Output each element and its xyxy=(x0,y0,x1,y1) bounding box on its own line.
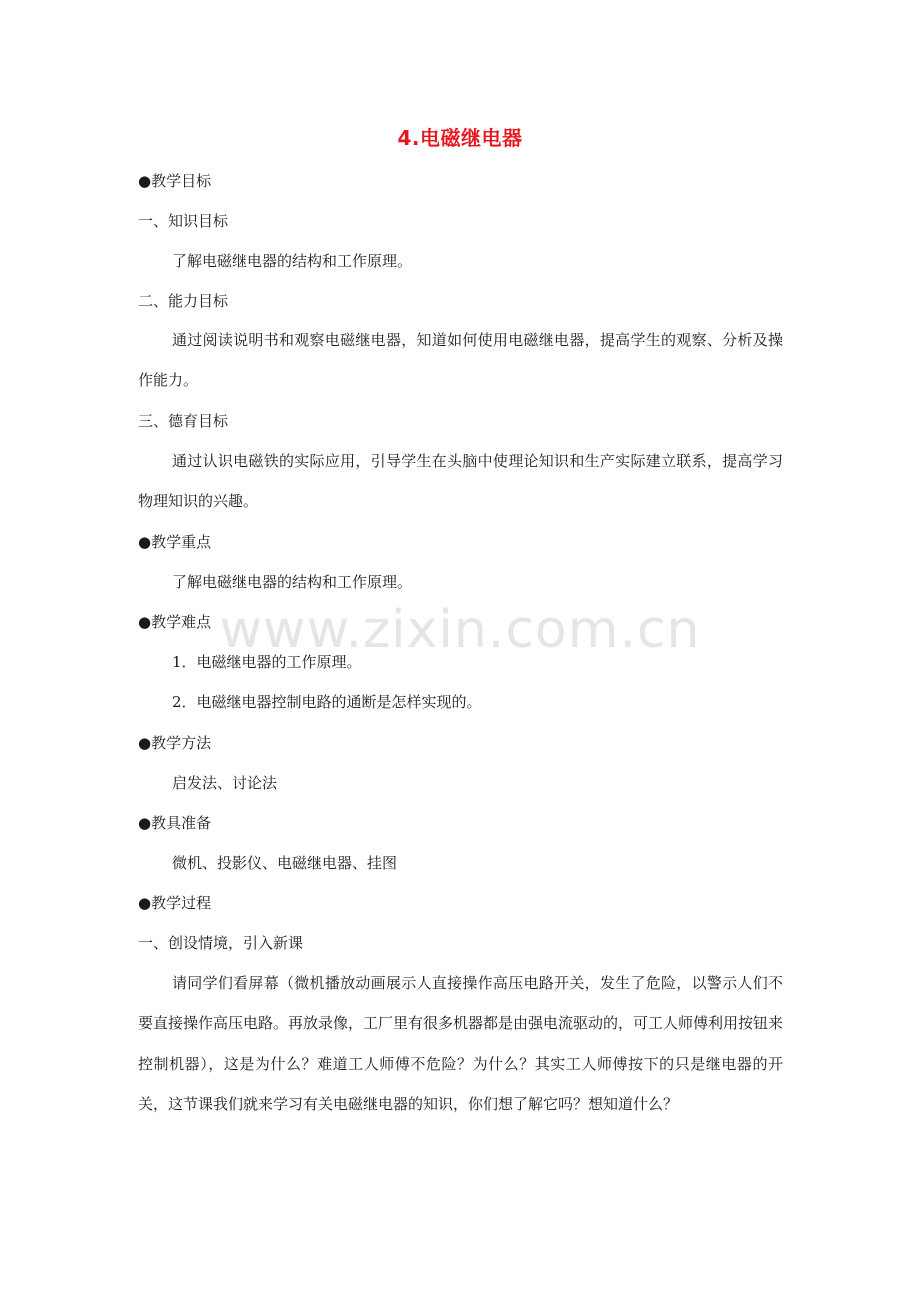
watermark: www.zixin.com.cn xyxy=(219,600,701,660)
ability-heading: 二、能力目标 xyxy=(138,292,229,310)
difficulty-item-2: 2．电磁继电器控制电路的通断是怎样实现的。 xyxy=(172,693,482,711)
tools-text: 微机、投影仪、电磁继电器、挂图 xyxy=(172,854,398,872)
moral-text: 通过认识电磁铁的实际应用，引导学生在头脑中使理论知识和生产实际建立联系，提高学习物理知识的兴趣。 xyxy=(138,452,783,511)
goals-heading: ●教学目标 xyxy=(138,172,212,190)
process-heading: ●教学过程 xyxy=(138,894,212,912)
moral-heading: 三、德育目标 xyxy=(138,412,229,430)
intro-text: 请同学们看屏幕（微机播放动画展示人直接操作高压电路开关，发生了危险，以警示人们不要直接操作高压电路。再放录像，工厂里有很多机器都是由强电流驱动的，可工人师傅利用按钮来控制机器），这是为什么？难道工人师傅不危险？为什么？其实工人师傅按下的只是继电器的开关，这节课我们就来学习有关电磁继电器的知识，你们想了解它吗？想知道什么？ xyxy=(138,974,784,1114)
page-title: 4.电磁继电器 xyxy=(397,126,523,150)
difficulty-heading: ●教学难点 xyxy=(138,613,212,631)
knowledge-text: 了解电磁继电器的结构和工作原理。 xyxy=(172,252,413,270)
intro-heading: 一、创设情境，引入新课 xyxy=(138,934,304,952)
difficulty-item-1: 1．电磁继电器的工作原理。 xyxy=(172,653,362,671)
method-heading: ●教学方法 xyxy=(138,734,212,752)
ability-text: 通过阅读说明书和观察电磁继电器，知道如何使用电磁继电器，提高学生的观察、分析及操作能力。 xyxy=(138,331,783,390)
key-text: 了解电磁继电器的结构和工作原理。 xyxy=(172,573,413,591)
key-heading: ●教学重点 xyxy=(138,533,212,551)
tools-heading: ●教具准备 xyxy=(138,814,212,832)
method-text: 启发法、讨论法 xyxy=(172,774,278,792)
knowledge-heading: 一、知识目标 xyxy=(138,212,229,230)
